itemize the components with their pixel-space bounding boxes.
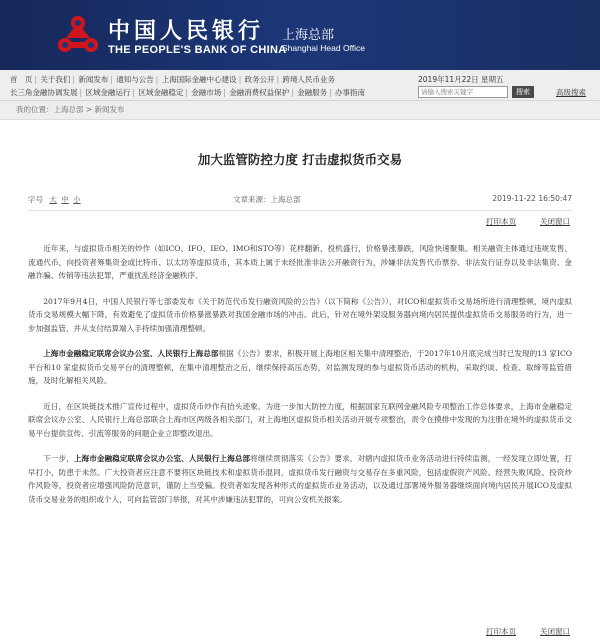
- nav-item-about[interactable]: 关于我们: [40, 75, 71, 84]
- nav-item-home[interactable]: 首 页: [10, 75, 33, 84]
- font-size-label: 字号: [28, 195, 43, 204]
- article-meta: [28, 190, 572, 211]
- font-size-switcher: [28, 194, 81, 205]
- article-container: [0, 150, 600, 506]
- nav-item-regional-operation[interactable]: 区域金融运行: [85, 88, 131, 97]
- page-title: 加大监管防控力度 打击虚拟货币交易: [197, 152, 403, 167]
- nav-row-2: 长三角金融协调发展 | 区域金融运行 | 区域金融稳定 | 金融市场 | 金融消费权益保护 | 金融服务 | 办事指南: [10, 88, 366, 97]
- close-window-button[interactable]: 关闭窗口: [540, 217, 570, 226]
- paragraph-emphasis: 上海市金融稳定联席会议办公室、人民银行上海总部: [73, 454, 251, 463]
- font-size-medium[interactable]: 中: [61, 195, 69, 204]
- nav-item-guide[interactable]: 办事指南: [335, 88, 366, 97]
- main-nav: [0, 70, 600, 101]
- search-button[interactable]: 搜索: [512, 86, 534, 98]
- article-paragraph: 2017年9月4日，中国人民银行等七部委发布《关于防范代币发行融资风险的公告》（以下简称《公告》），对ICO和虚拟货币交易场所进行清理整顿，境内虚拟货币交易规模大幅下降，有效避免了虚拟货币价格暴涨暴跌对我国金融市场的冲击。此后，针对在境外架设服务器向境内居民提供虚拟货币交易服务的行为，进一步加强监管，并从支付结算端入手持续加强清理整顿。: [28, 296, 572, 333]
- brand-name-cn: 中国人民银行: [108, 18, 265, 44]
- site-header: [0, 0, 600, 70]
- search-input[interactable]: [418, 86, 508, 98]
- article-paragraph: 上海市金融稳定联席会议办公室、人民银行上海总部根据《公告》要求，积极开展上海地区相关集中清理整治，于2017年10月底完成当时已发现的13 家ICO 平台和10 家虚拟货币交易平台的清理整顿，在集中清理整治之后，继续保持高压态势，对监测发现的参与虚拟货币活动的机构，采取约谈、检查、取缔等监管措施，及时化解相关风险。: [28, 349, 572, 385]
- nav-item-notices[interactable]: 通知与公告: [116, 75, 154, 84]
- nav-row-1: 首 页 | 关于我们 | 新闻发布 | 通知与公告 | 上海国际金融中心建设 | 政务公开 | 跨境人民币业务: [10, 75, 336, 84]
- article-paragraph: 近日，在区块链技术推广宣传过程中，虚拟货币炒作有抬头迹象。为进一步加大防控力度，根据国家互联网金融风险专项整治工作总体要求，上海市金融稳定联席会议办公室、人民银行上海总部联合上海市区两级各相关部门，对上海地区虚拟货币相关活动开展专项整治，责令在摸排中发现的为注册在境外的虚拟货币交易平台提供宣传、引流等服务的问题企业立即整改退出。: [28, 401, 572, 438]
- close-window-button-bottom[interactable]: 关闭窗口: [540, 627, 570, 636]
- nav-item-consumer-protection[interactable]: 金融消费权益保护: [229, 88, 290, 97]
- nav-item-regional-stability[interactable]: 区域金融稳定: [138, 88, 184, 97]
- font-size-small[interactable]: 小: [73, 195, 81, 204]
- branch-name-en: Shanghai Head Office: [282, 43, 366, 53]
- branch-name-cn: 上海总部: [282, 28, 335, 43]
- brand-name-en: THE PEOPLE'S BANK OF CHINA: [108, 44, 287, 56]
- nav-item-disclosure[interactable]: 政务公开: [244, 75, 275, 84]
- nav-item-financial-service[interactable]: 金融服务: [297, 88, 328, 97]
- paragraph-lead: 上海市金融稳定联席会议办公室、人民银行上海总部: [43, 349, 219, 358]
- article-datetime: 2019-11-22 16:50:47: [492, 194, 572, 203]
- breadcrumb: 我的位置：上海总部 > 新闻发布: [0, 101, 600, 120]
- advanced-search-link[interactable]: 高级搜索: [556, 88, 586, 97]
- article-body: [28, 242, 572, 506]
- current-date: 2019年11月22日 星期五: [418, 75, 504, 84]
- article-tools-bottom: [0, 626, 600, 640]
- article-paragraph: 近年来，与虚拟货币相关的炒作（如ICO、IFO、IEO、IMO和STO等）花样翻新、投机盛行，价格暴涨暴跌，风险快速聚集。相关融资主体通过违规发售、流通代币，向投资者筹集资金或比特币、以太坊等虚拟货币，其本质上属于未经批准非法公开融资行为，涉嫌非法发售代币票券、非法发行证券以及非法集资、金融诈骗、传销等违法犯罪，严重扰乱经济金融秩序。: [28, 244, 572, 280]
- pboc-logo-icon[interactable]: [56, 14, 100, 56]
- article-paragraph: 下一步，上海市金融稳定联席会议办公室、人民银行上海总部将继续贯彻落实《公告》要求，对辖内虚拟货币业务活动进行持续监测，一经发现立即处置，打早打小，防患于未然。广大投资者应注意不要将区块链技术和虚拟货币混同，虚拟货币发行融资与交易存在多重风险，包括虚假资产风险、经营失败风险、投资炒作风险等，投资者应增强风险防范意识，谨防上当受骗。投资者如发现各种形式的虚拟货币业务活动，以及通过部署境外服务器继续面向境内居民开展ICO及虚拟货币交易业务的组织或个人，可向监管部门举报，对其中涉嫌违法犯罪的，可向公安机关报案。: [28, 454, 573, 504]
- article-source: 文章来源：上海总部: [233, 195, 301, 204]
- nav-item-financial-market[interactable]: 金融市场: [191, 88, 222, 97]
- print-button[interactable]: 打印本页: [486, 217, 516, 226]
- nav-item-news[interactable]: 新闻发布: [78, 75, 109, 84]
- article-tools-top: [28, 214, 572, 228]
- nav-item-finance-center[interactable]: 上海国际金融中心建设: [161, 75, 237, 84]
- nav-item-yangtze-delta[interactable]: 长三角金融协调发展: [10, 88, 78, 97]
- print-button-bottom[interactable]: 打印本页: [486, 627, 516, 636]
- font-size-large[interactable]: 大: [49, 195, 57, 204]
- nav-item-rmb-crossborder[interactable]: 跨境人民币业务: [282, 75, 336, 84]
